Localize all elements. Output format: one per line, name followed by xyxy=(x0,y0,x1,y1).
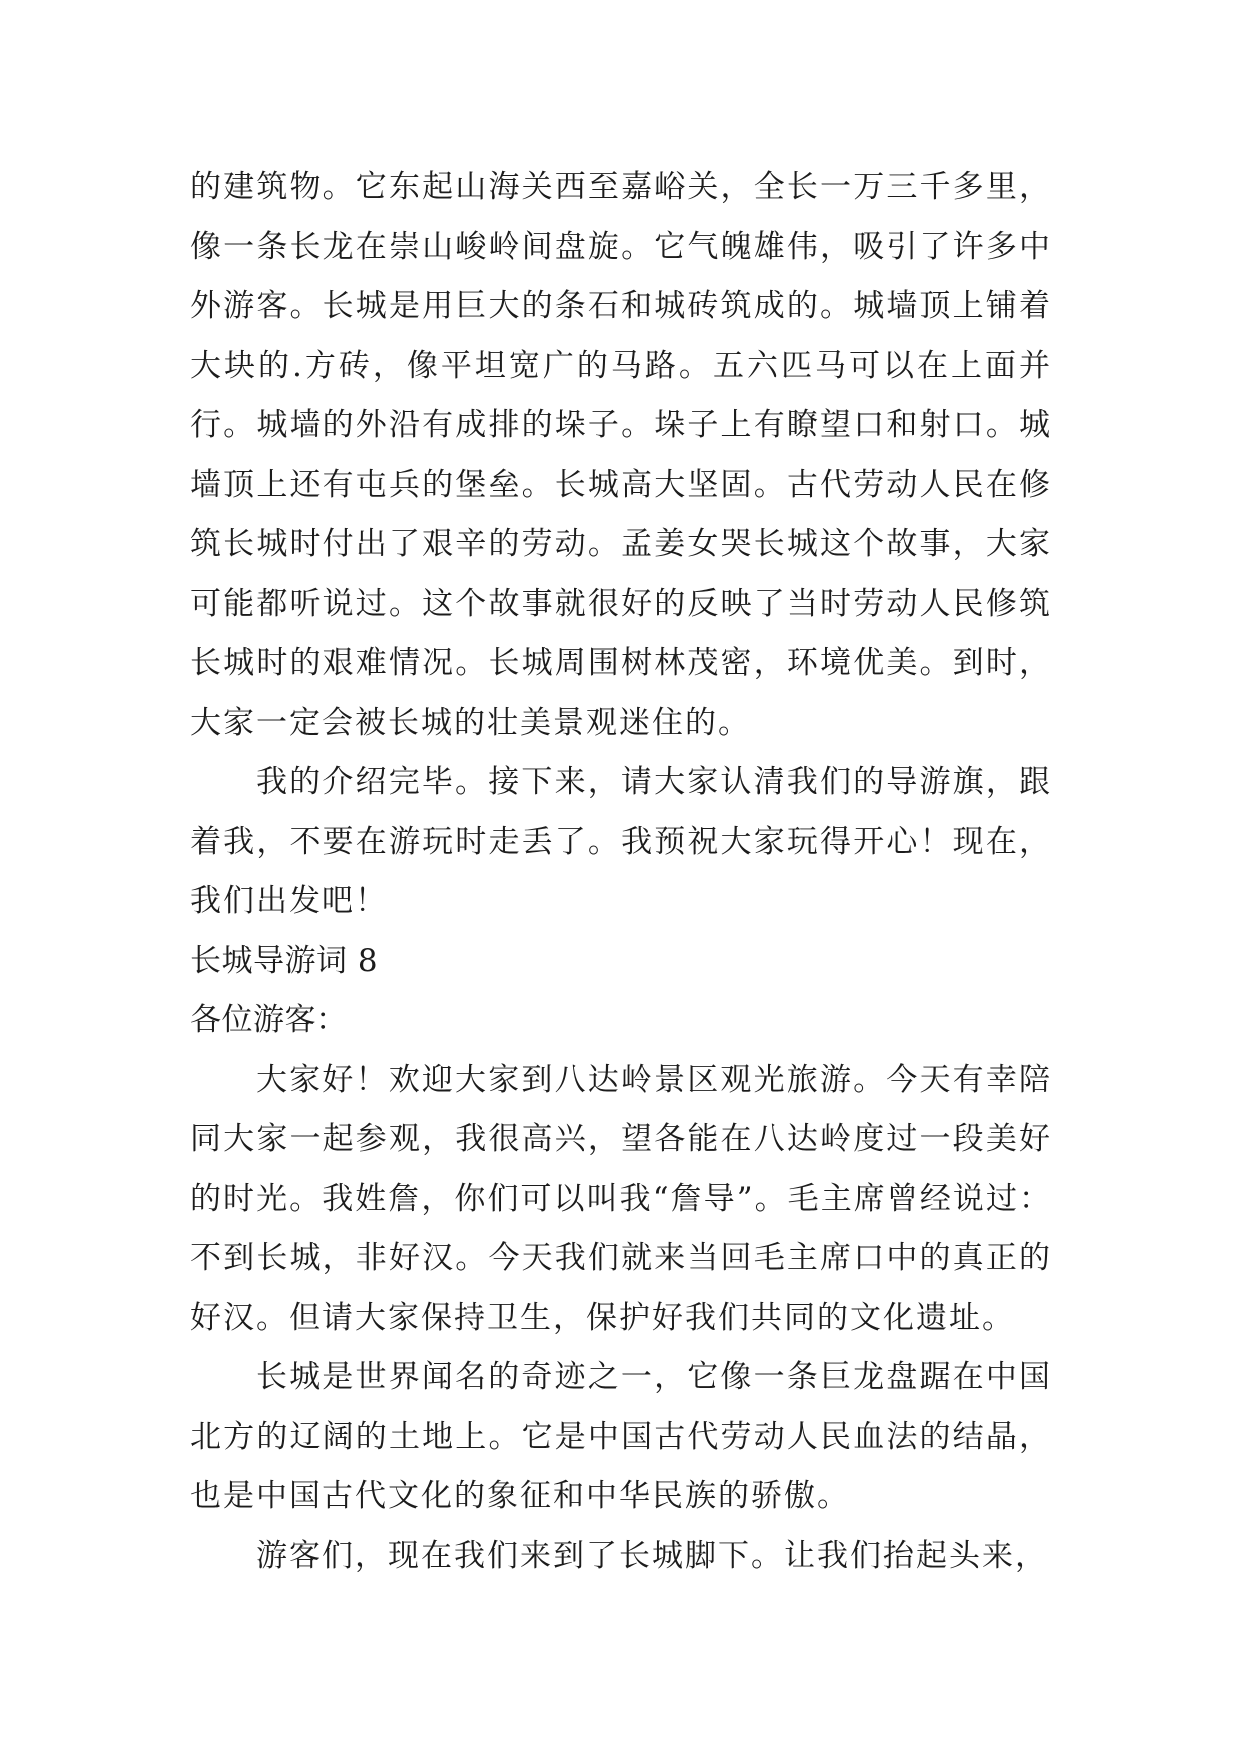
section-title: 长城导游词 8 xyxy=(190,942,379,979)
paragraph: 的建筑物。它东起山海关西至嘉峪关，全长一万三千多里，像一条长龙在崇山峻岭间盘旋。它气魄雄伟，吸引了许多中外游客。长城是用巨大的条石和城砖筑成的。城墙顶上铺着大块的.方砖，像平坦宽广的马路。五六匹马可以在上面并行。城墙的外沿有成排的垛子。垛子上有瞭望口和射口。城墙顶上还有屯兵的堡垒。长城高大坚固。古代劳动人民在修筑长城时付出了艰辛的劳动。孟姜女哭长城这个故事，大家可能都听说过。这个故事就很好的反映了当时劳动人民修筑长城时的艰难情况。长城周围树林茂密，环境优美。到时，大家一定会被长城的壮美景观迷住的。 xyxy=(190,169,1052,741)
paragraph: 我的介绍完毕。接下来，请大家认清我们的导游旗，跟着我，不要在游玩时走丢了。我预祝大家玩得开心！现在，我们出发吧！ xyxy=(190,764,1052,919)
document-body xyxy=(190,158,1052,1586)
greeting: 各位游客： xyxy=(190,1002,348,1038)
paragraph: 游客们，现在我们来到了长城脚下。让我们抬起头来， xyxy=(256,1537,1048,1574)
paragraph: 长城是世界闻名的奇迹之一，它像一条巨龙盘踞在中国北方的辽阔的土地上。它是中国古代劳动人民血法的结晶，也是中国古代文化的象征和中华民族的骄傲。 xyxy=(190,1359,1052,1514)
paragraph: 大家好！欢迎大家到八达岭景区观光旅游。今天有幸陪同大家一起参观，我很高兴，望各能在八达岭度过一段美好的时光。我姓詹，你们可以叫我“詹导”。毛主席曾经说过：不到长城，非好汉。今天我们就来当回毛主席口中的真正的好汉。但请大家保持卫生，保护好我们共同的文化遗址。 xyxy=(190,1061,1052,1336)
